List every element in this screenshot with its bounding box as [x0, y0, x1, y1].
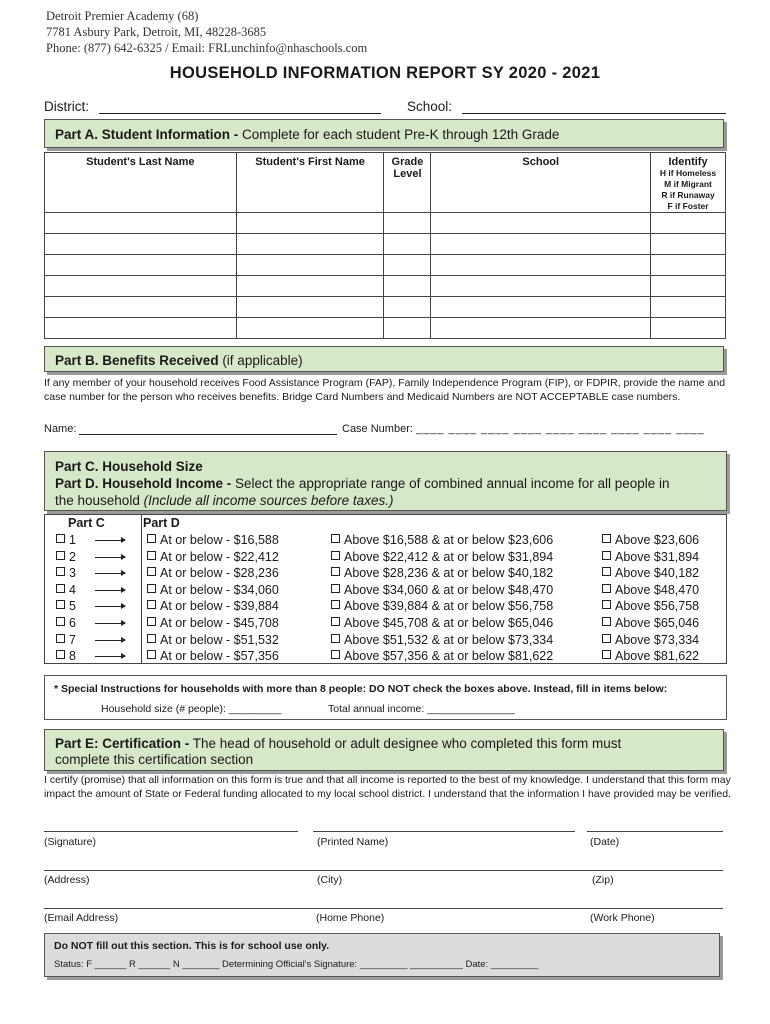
checkbox-icon [147, 567, 156, 576]
checkbox-icon [602, 584, 611, 593]
income-high-option[interactable] [602, 582, 699, 598]
checkbox-icon [56, 551, 65, 560]
checkbox-icon [147, 584, 156, 593]
part-e-header: Part E: Certification - The head of household or adult designee who completed this form must complete this certification section [44, 729, 724, 771]
checkbox-icon [147, 600, 156, 609]
checkbox-icon [602, 551, 611, 560]
household-size-label: 2 [69, 549, 76, 564]
checkbox-icon [602, 534, 611, 543]
home-phone-label: (Home Phone) [316, 912, 385, 924]
part-d-heading: Part D. Household Income - [55, 476, 232, 491]
school-use-box [44, 933, 720, 977]
benefits-name-field[interactable]: Name: [44, 423, 337, 435]
arrow-right-icon [95, 656, 125, 657]
part-a-subtitle: Complete for each student Pre-K through 12th Grade [238, 127, 560, 142]
certification-text: I certify (promise) that all information on this form is true and that all income is reported to the best of my knowledge. I understand that this form may impact the amount of State or Federal funding allocated to my local school district. I understand that the information I have provided may be verified. [44, 774, 731, 800]
table-row[interactable] [45, 276, 726, 297]
income-mid-option[interactable] [331, 632, 553, 648]
arrow-right-icon [95, 640, 125, 641]
email-label: (Email Address) [44, 912, 119, 924]
col-last-name: Student's Last Name [45, 153, 237, 213]
income-low-option-label: At or below - $45,708 [160, 616, 279, 630]
income-low-option[interactable] [147, 648, 279, 664]
household-size-label: 5 [69, 599, 76, 614]
contact-line[interactable] [44, 908, 723, 909]
income-mid-option-label: Above $28,236 & at or below $40,182 [344, 566, 554, 581]
checkbox-icon [331, 650, 340, 659]
household-size-label: 4 [69, 582, 76, 597]
income-row [45, 598, 726, 615]
household-size-label: 1 [69, 533, 76, 547]
signature-label: (Signature) [44, 836, 96, 848]
income-high-option[interactable] [602, 648, 699, 664]
arrow-right-icon [95, 540, 125, 541]
income-low-option[interactable] [147, 615, 279, 631]
table-row[interactable] [45, 213, 726, 234]
income-mid-option-label: Above $34,060 & at or below $48,470 [344, 582, 554, 597]
part-b-instructions: If any member of your household receives Food Assistance Program (FAP), Family Independence Program (FIP), or FDPIR, provide the name and case number for the person who receives benefits. Bridge Card Numbers and Medicaid Numbers are NOT ACCEPTABLE case numbers. [44, 377, 726, 403]
income-low-option[interactable] [147, 565, 279, 581]
income-high-option-label: Above $56,758 [615, 599, 700, 614]
school-contact: Phone: (877) 642-6325 / Email: FRLunchinfo@nhaschools.com [46, 41, 368, 55]
table-row[interactable] [45, 297, 726, 318]
checkbox-icon [602, 600, 611, 609]
income-low-option-label: At or below - $51,532 [160, 632, 279, 647]
household-size-label: 7 [69, 632, 76, 647]
school-field[interactable] [407, 99, 726, 114]
address-label: (Address) [44, 874, 90, 886]
arrow-right-icon [95, 557, 125, 558]
income-row [45, 648, 726, 665]
school-address: 7781 Asbury Park, Detroit, MI, 48228-3685 [46, 25, 267, 39]
address-line[interactable] [44, 870, 723, 871]
checkbox-icon [331, 600, 340, 609]
special-instructions-box [44, 675, 727, 720]
income-mid-option[interactable] [331, 532, 553, 548]
income-mid-option[interactable] [331, 565, 553, 581]
case-number-field[interactable]: Case Number: ____ ____ ____ ____ ____ ____ ____ ____ ____ [342, 423, 705, 435]
district-field[interactable] [44, 99, 381, 114]
checkbox-icon [56, 584, 65, 593]
income-low-option-label: At or below - $22,412 [160, 549, 279, 564]
checkbox-icon [602, 634, 611, 643]
col-grade-level: Grade Level [384, 153, 431, 213]
income-high-option-label: Above $48,470 [615, 582, 700, 597]
income-high-option[interactable] [602, 632, 699, 648]
work-phone-label: (Work Phone) [590, 912, 655, 924]
checkbox-icon [147, 617, 156, 626]
checkbox-icon [331, 584, 340, 593]
income-high-option-label: Above $40,182 [615, 566, 700, 581]
arrow-right-icon [95, 623, 125, 624]
income-mid-option-label: Above $39,884 & at or below $56,758 [344, 599, 554, 614]
income-low-option-label: At or below - $16,588 [160, 533, 279, 547]
table-row[interactable] [45, 255, 726, 276]
income-low-option[interactable] [147, 598, 279, 614]
income-row [45, 565, 726, 582]
income-high-option-label: Above $81,622 [615, 649, 700, 664]
checkbox-icon [331, 617, 340, 626]
checkbox-icon [56, 567, 65, 576]
col-identify: Identify H if Homeless M if Migrant R if Runaway F if Foster [651, 153, 726, 213]
col-first-name: Student's First Name [236, 153, 384, 213]
household-size-option[interactable] [56, 532, 76, 548]
table-row[interactable] [45, 234, 726, 255]
income-high-option[interactable] [602, 598, 699, 614]
income-mid-option-label: Above $51,532 & at or below $73,334 [344, 632, 554, 647]
checkbox-icon [331, 534, 340, 543]
table-row[interactable] [45, 318, 726, 339]
checkbox-icon [331, 567, 340, 576]
district-label: District: [44, 99, 89, 114]
household-size-option[interactable] [56, 582, 76, 598]
household-size-option[interactable] [56, 549, 76, 565]
income-row [45, 582, 726, 599]
income-high-option-label: Above $31,894 [615, 549, 700, 564]
part-c-col-label: Part C [68, 516, 105, 530]
income-mid-option[interactable] [331, 615, 553, 631]
arrow-right-icon [95, 590, 125, 591]
income-low-option[interactable] [147, 549, 279, 565]
arrow-right-icon [95, 606, 125, 607]
checkbox-icon [56, 534, 65, 543]
part-a-heading: Part A. Student Information - [55, 127, 239, 142]
income-low-option[interactable] [147, 632, 279, 648]
household-size-option[interactable] [56, 632, 76, 648]
checkbox-icon [602, 567, 611, 576]
form-title: HOUSEHOLD INFORMATION REPORT SY 2020 - 2021 [169, 64, 601, 82]
income-table [44, 514, 727, 664]
income-row [45, 549, 726, 566]
checkbox-icon [56, 600, 65, 609]
checkbox-icon [56, 650, 65, 659]
household-size-option[interactable] [56, 615, 76, 631]
income-low-option-label: At or below - $34,060 [160, 582, 279, 597]
household-size-label: 8 [69, 649, 76, 664]
checkbox-icon [602, 617, 611, 626]
checkbox-icon [56, 617, 65, 626]
income-high-option-label: Above $23,606 [615, 533, 700, 547]
household-size-option[interactable] [56, 598, 76, 614]
income-mid-option-label: Above $22,412 & at or below $31,894 [344, 549, 554, 564]
printed-name-line[interactable] [313, 831, 575, 832]
checkbox-icon [147, 534, 156, 543]
school-use-status[interactable]: Status: F ______ R ______ N _______ Determining Official's Signature: _________ __________ Date: _________ [54, 959, 539, 970]
income-mid-option[interactable] [331, 598, 553, 614]
income-mid-option[interactable] [331, 648, 553, 664]
income-low-option-label: At or below - $28,236 [160, 566, 279, 581]
income-high-option[interactable] [602, 532, 699, 548]
signature-line[interactable] [44, 831, 298, 832]
checkbox-icon [56, 634, 65, 643]
income-high-option-label: Above $65,046 [615, 616, 700, 630]
income-mid-option-label: Above $57,356 & at or below $81,622 [344, 649, 554, 664]
school-use-heading: Do NOT fill out this section. This is for school use only. [54, 940, 330, 952]
checkbox-icon [331, 634, 340, 643]
income-mid-option[interactable] [331, 582, 553, 598]
income-high-option[interactable] [602, 565, 699, 581]
income-mid-option-label: Above $45,708 & at or below $65,046 [344, 616, 554, 630]
household-size-option[interactable] [56, 648, 76, 664]
arrow-right-icon [95, 573, 125, 574]
checkbox-icon [147, 634, 156, 643]
income-high-option[interactable] [602, 549, 699, 565]
income-mid-option-label: Above $16,588 & at or below $23,606 [344, 533, 554, 547]
school-name: Detroit Premier Academy (68) [46, 9, 199, 23]
school-label: School: [407, 99, 453, 114]
income-row [45, 632, 726, 649]
date-line[interactable] [587, 831, 723, 832]
student-table [44, 152, 726, 339]
income-low-option[interactable] [147, 532, 279, 548]
printed-name-label: (Printed Name) [317, 836, 389, 848]
income-mid-option[interactable] [331, 549, 553, 565]
income-high-option-label: Above $73,334 [615, 632, 700, 647]
special-instructions: * Special Instructions for households with more than 8 people: DO NOT check the boxes above. Instead, fill in items below: [54, 683, 668, 695]
household-size-field[interactable]: Household size (# people): _________ [101, 703, 282, 715]
part-b-subtitle: (if applicable) [218, 353, 303, 368]
part-b-heading: Part B. Benefits Received [55, 353, 219, 368]
household-size-label: 6 [69, 616, 76, 630]
part-b-header [44, 346, 724, 372]
household-size-label: 3 [69, 566, 76, 581]
part-a-header [44, 119, 724, 148]
part-e-heading: Part E: Certification - [55, 736, 190, 751]
income-low-option[interactable] [147, 582, 279, 598]
part-cd-header: Part C. Household Size Part D. Household Income - Select the appropriate range of combined annual income for all people in the household (Include all income sources before taxes.) [44, 451, 727, 511]
zip-label: (Zip) [592, 874, 614, 886]
checkbox-icon [147, 650, 156, 659]
household-size-option[interactable] [56, 565, 76, 581]
income-low-option-label: At or below - $39,884 [160, 599, 279, 614]
checkbox-icon [147, 551, 156, 560]
city-label: (City) [317, 874, 343, 886]
date-label: (Date) [590, 836, 620, 848]
part-d-col-label: Part D [143, 516, 180, 530]
income-row [45, 615, 726, 632]
checkbox-icon [331, 551, 340, 560]
total-income-field[interactable]: Total annual income: _______________ [328, 703, 515, 715]
income-low-option-label: At or below - $57,356 [160, 649, 279, 664]
student-table-header [45, 153, 726, 213]
part-c-heading: Part C. Household Size [55, 459, 203, 474]
col-school: School [431, 153, 651, 213]
income-row [45, 532, 726, 549]
checkbox-icon [602, 650, 611, 659]
income-high-option[interactable] [602, 615, 699, 631]
